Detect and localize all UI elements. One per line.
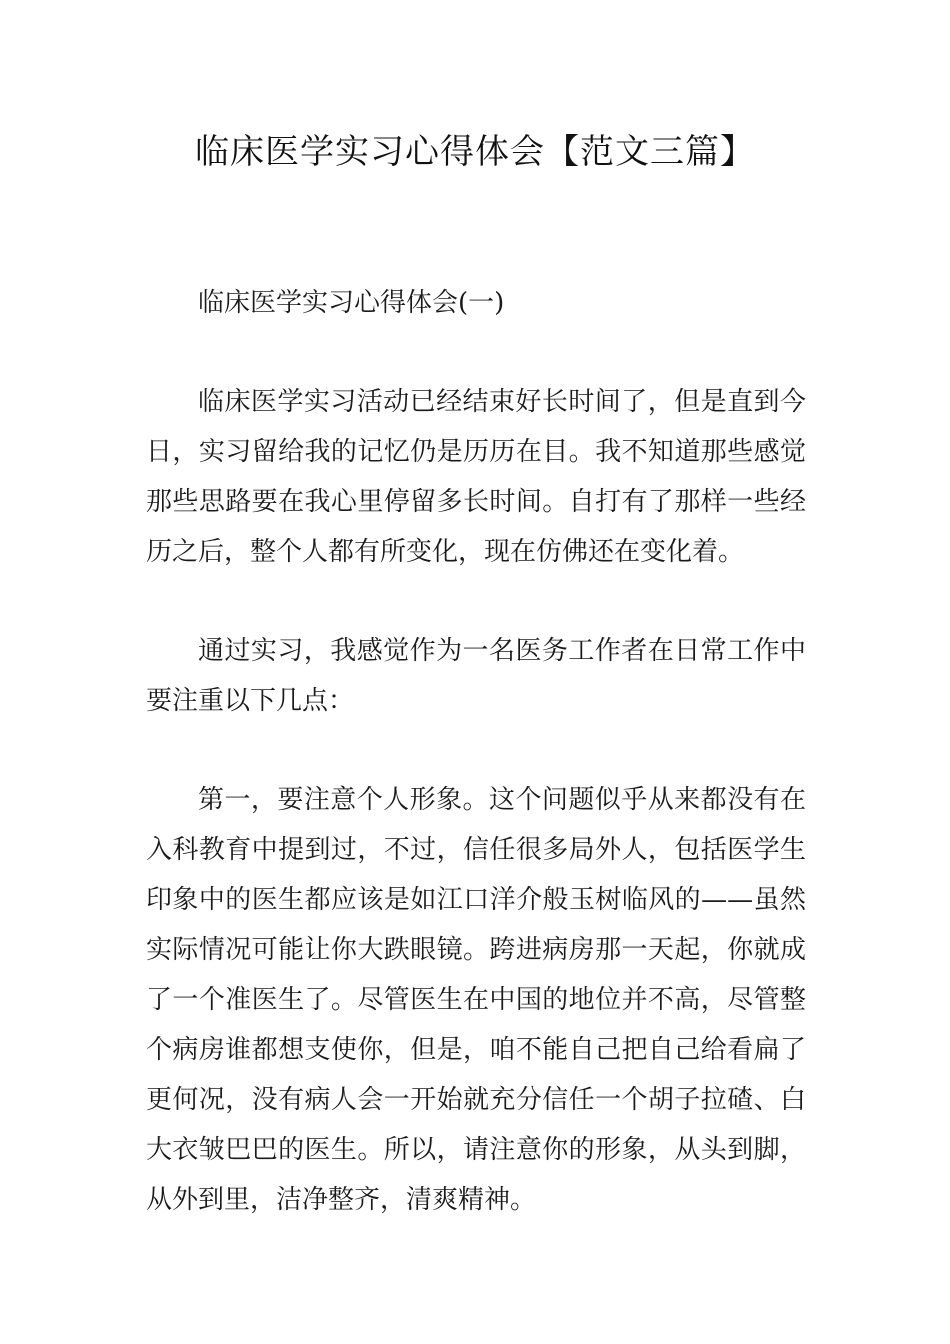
- paragraph-point-one: 第一，要注意个人形象。这个问题似乎从来都没有在入科教育中提到过，不过，信任很多局外人，包括医学生印象中的医生都应该是如江口洋介般玉树临风的——虽然实际情况可能让你大跌眼镜。跨进病房那一天起，你就成了一个准医生了。尽管医生在中国的地位并不高，尽管整个病房谁都想支使你，但是，咱不能自己把自己给看扁了更何况，没有病人会一开始就充分信任一个胡子拉碴、白大衣皱巴巴的医生。所以，请注意你的形象，从头到脚，从外到里，洁净整齐，清爽精神。: [146, 785, 806, 1215]
- paragraph-points-lead: 通过实习，我感觉作为一名医务工作者在日常工作中要注重以下几点：: [146, 636, 806, 716]
- document-title: 临床医学实习心得体会【范文三篇】: [195, 132, 755, 172]
- document-body: [146, 278, 806, 1274]
- paragraph-intro: 临床医学实习活动已经结束好长时间了，但是直到今日，实习留给我的记忆仍是历历在目。我不知道那些感觉那些思路要在我心里停留多长时间。自打有了那样一些经历之后，整个人都有所变化，现在仿佛还在变化着。: [146, 387, 806, 567]
- section-heading: 临床医学实习心得体会(一): [198, 288, 505, 318]
